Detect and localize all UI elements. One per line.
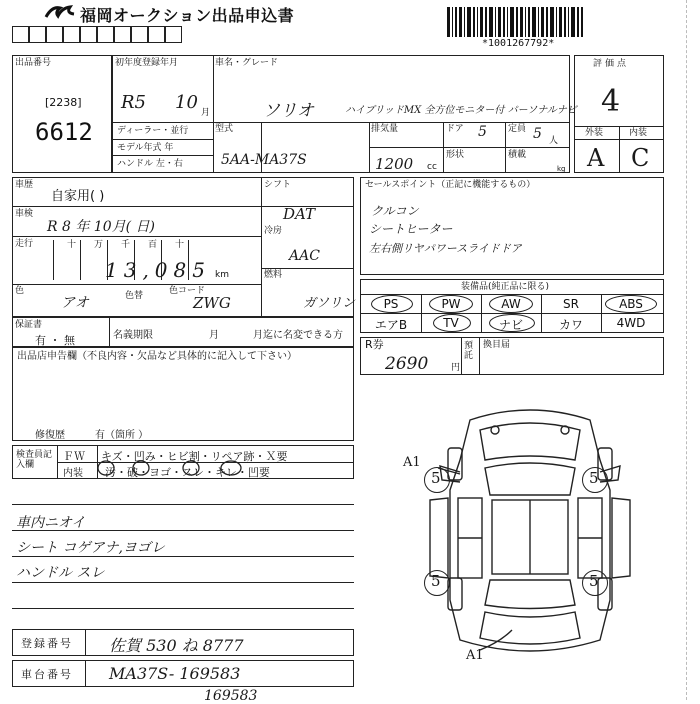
chassis-label: 車台番号 [21, 668, 73, 681]
circle-mark-ps [371, 295, 413, 313]
chassis-box [12, 660, 354, 687]
lot-label: 出品番号 [15, 58, 52, 68]
first-reg-era: R5 [121, 92, 147, 113]
repair-label: 修復歴 [35, 430, 65, 441]
sales-points-label: セールスポイント（正記に機能するもの） [365, 180, 536, 190]
warranty-label: 保証書 [15, 320, 43, 330]
warranty-options: 有 ・ 無 [35, 334, 75, 347]
mileage-unit-1: 十 [67, 240, 77, 250]
note-2: シート コゲアナ,ヨゴレ [16, 540, 165, 556]
score-label: 評価点 [593, 59, 630, 69]
equipment-box [360, 279, 664, 333]
mileage-value: 13,085 [105, 258, 211, 282]
shape-label: 形状 [446, 150, 465, 160]
first-reg-month-unit: 月 [201, 108, 211, 118]
interior-label: 内装 [629, 128, 648, 138]
load-unit: kg [557, 165, 566, 173]
barcode-number: *1001267792* [482, 38, 555, 49]
cc-value: 1200 [375, 155, 414, 173]
first-reg-month: 10 [175, 92, 198, 113]
form-title: 福岡オークション出品申込書 [80, 6, 295, 25]
logo [44, 4, 76, 20]
main-info-box [112, 55, 577, 173]
registration-box [12, 629, 354, 656]
checker-int-label: 内装 [63, 468, 83, 479]
warranty-month: 月 [209, 330, 219, 341]
mileage-unit-3: 千 [121, 240, 131, 250]
registration-value: 佐賀 530 ね 8777 [109, 636, 244, 655]
score-value: 4 [601, 84, 621, 119]
tire-rear-right-value: 5 [589, 572, 599, 590]
car-model: ソリオ [263, 101, 314, 121]
check-marks-icon [96, 458, 316, 478]
equip-pw: PW [441, 297, 461, 311]
sales-point-2: シートヒーター [369, 222, 453, 236]
circle-mark-pw [429, 295, 473, 313]
equipment-label: 装備品(純正品に限る) [461, 282, 550, 292]
equip-aw: AW [501, 297, 521, 311]
equip-ps: PS [383, 297, 399, 311]
handwritten-marks [96, 458, 316, 478]
shift-label: シフト [264, 180, 292, 190]
usage-value: 自家用( ) [51, 189, 105, 204]
tire-rear-left-value: 5 [431, 572, 441, 590]
checker-label: 検査員記入欄 [16, 450, 53, 470]
warranty-note: 月迄に名変できる方 [253, 330, 343, 341]
load-label: 積載 [508, 150, 527, 160]
circle-mark-aw [489, 295, 533, 313]
type-label: 型式 [215, 124, 234, 134]
cc-label: 排気量 [371, 124, 399, 134]
car-name-label: 車名・グレード [215, 58, 279, 68]
recycle-value: 2690 [385, 354, 429, 374]
equip-4wd: 4WD [616, 316, 646, 330]
report-label: 出品店申告欄（不良内容・欠品など具体的に記入して下さい） [17, 351, 297, 362]
tire-front-left-value: 5 [431, 469, 441, 487]
chassis-repeat: 169583 [204, 688, 258, 704]
doors-label: ドア [446, 124, 464, 134]
mileage-unit-5: 十 [175, 240, 185, 250]
cap-value: 5 [533, 126, 542, 142]
checker-int-items: 汚・破・ヨゴ・スレ・キレ・凹要 [105, 466, 270, 479]
mileage-unit-4: 百 [148, 240, 158, 250]
exterior-grade: A [587, 144, 605, 172]
chassis-value: MA37S- 169583 [109, 664, 241, 683]
warranty-expiry-label: 名義期限 [113, 330, 153, 341]
color-value: アオ [61, 295, 89, 311]
exterior-label: 外装 [585, 128, 604, 138]
equip-sr: SR [563, 297, 579, 311]
mileage-label: 走行 [15, 239, 34, 249]
cooling-value: AAC [289, 248, 320, 264]
color-number-label: 色替 [125, 291, 144, 301]
warranty-box [12, 317, 354, 347]
sales-points-box [360, 177, 664, 275]
lot-number: 6612 [35, 118, 93, 146]
recycle-label: R券 [365, 338, 384, 351]
mileage-km: km [215, 270, 229, 280]
note-1: 車内ニオイ [16, 515, 86, 531]
cap-label: 定員 [508, 124, 527, 134]
color-code: ZWG [193, 294, 231, 312]
lot-small-number: [2238] [45, 96, 82, 109]
equip-abs: ABS [619, 297, 643, 311]
lot-box [12, 55, 112, 173]
sales-point-3: 左右側リヤパワースライドドア [369, 242, 522, 255]
fuel-label: 燃料 [264, 270, 283, 280]
type-value: 5AA-MA37S [221, 152, 307, 168]
car-top-view-icon [400, 400, 660, 670]
note-3: ハンドル スレ [16, 565, 105, 581]
circle-mark-abs [605, 295, 657, 313]
dealer-row-3: ハンドル 左・右 [117, 159, 183, 169]
damage-code-bottom: A1 [466, 648, 484, 663]
recycle-deposit-label: 預託 [464, 341, 474, 361]
recycle-type-label: 換目届 [483, 340, 511, 350]
dealer-row-1: ディーラー・並行 [117, 126, 189, 136]
color-label: 色 [15, 286, 25, 296]
shift-value: DAT [283, 205, 316, 223]
recycle-box [360, 337, 664, 375]
equip-airbag: エアB [374, 318, 408, 332]
scan-edge [686, 0, 687, 700]
equip-leather: カワ [558, 318, 583, 332]
report-box [12, 347, 354, 441]
checker-fw-items: キズ・凹み・ヒビ割・リペア跡・Ｘ要 [101, 450, 288, 463]
mileage-unit-2: 万 [94, 240, 104, 250]
inspection-label: 車検 [15, 209, 34, 219]
equip-tv: TV [443, 316, 459, 330]
doors-value: 5 [478, 124, 487, 140]
tire-front-right-value: 5 [589, 469, 599, 487]
first-reg-label: 初年度登録年月 [115, 58, 179, 68]
recycle-unit: 円 [451, 363, 461, 373]
logo-mark-icon [44, 4, 76, 20]
score-box [574, 55, 664, 173]
color-code-label: 色コード [169, 286, 206, 296]
usage-label: 車歴 [15, 180, 34, 190]
car-damage-diagram [400, 400, 660, 670]
cc-unit: cc [427, 162, 437, 172]
registration-label: 登録番号 [21, 637, 73, 650]
cap-unit: 人 [549, 136, 559, 146]
circle-mark-tv [433, 314, 471, 332]
inspection-value: R 8 年 10月( 日) [47, 219, 155, 235]
barcode-icon [447, 7, 583, 37]
fuel-value: ガソリン [303, 296, 356, 311]
dealer-row-2: モデル年式 年 [117, 143, 174, 153]
circle-mark-navi [489, 314, 535, 332]
equip-navi: ナビ [498, 318, 523, 332]
damage-code-left: A1 [403, 455, 421, 470]
car-grade: ハイブリッドMX 全方位モニター付 パーソナルナビ [345, 105, 577, 116]
history-box [12, 177, 354, 317]
repair-value: 有（箇所 ） [95, 430, 149, 441]
cooling-label: 冷房 [264, 226, 283, 236]
barcode [447, 7, 583, 37]
sales-point-1: クルコン [371, 204, 419, 218]
checker-fw-label: ＦＷ [63, 450, 85, 463]
interior-grade: C [631, 144, 650, 172]
